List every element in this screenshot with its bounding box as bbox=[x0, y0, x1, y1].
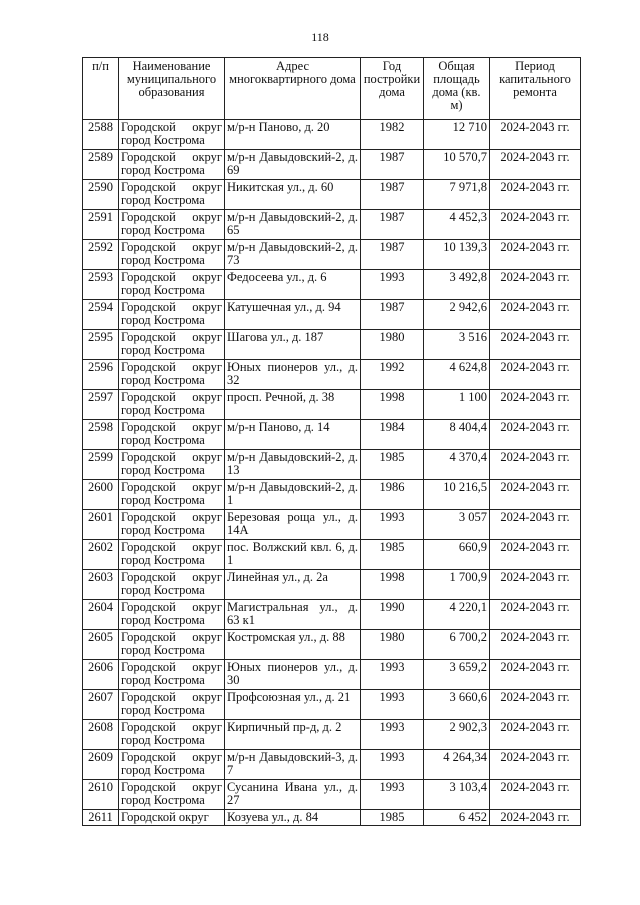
cell-municipality: Городской округ город Кострома bbox=[119, 180, 225, 210]
cell-address: Профсоюзная ул., д. 21 bbox=[225, 690, 361, 720]
cell-num: 2603 bbox=[83, 570, 119, 600]
cell-period: 2024-2043 гг. bbox=[490, 660, 581, 690]
cell-address: м/р-н Давыдовский-2, д. 1 bbox=[225, 480, 361, 510]
cell-num: 2599 bbox=[83, 450, 119, 480]
cell-municipality: Городской округ город Кострома bbox=[119, 330, 225, 360]
cell-address: м/р-н Паново, д. 14 bbox=[225, 420, 361, 450]
cell-year: 1990 bbox=[361, 600, 424, 630]
cell-year: 1980 bbox=[361, 330, 424, 360]
page-number: 118 bbox=[311, 30, 329, 44]
cell-area: 1 100 bbox=[424, 390, 490, 420]
cell-num: 2594 bbox=[83, 300, 119, 330]
cell-num: 2593 bbox=[83, 270, 119, 300]
cell-address: м/р-н Давыдовский-2, д. 65 bbox=[225, 210, 361, 240]
table-row bbox=[83, 690, 581, 720]
cell-area: 4 370,4 bbox=[424, 450, 490, 480]
cell-municipality: Городской округ город Кострома bbox=[119, 120, 225, 150]
cell-area: 4 264,34 bbox=[424, 750, 490, 780]
cell-year: 1987 bbox=[361, 300, 424, 330]
cell-period: 2024-2043 гг. bbox=[490, 150, 581, 180]
table-row bbox=[83, 570, 581, 600]
cell-year: 1987 bbox=[361, 210, 424, 240]
cell-address: м/р-н Давыдовский-3, д. 7 bbox=[225, 750, 361, 780]
cell-period: 2024-2043 гг. bbox=[490, 390, 581, 420]
header-row bbox=[83, 58, 581, 120]
cell-municipality: Городской округ город Кострома bbox=[119, 630, 225, 660]
cell-year: 1993 bbox=[361, 780, 424, 810]
cell-period: 2024-2043 гг. bbox=[490, 720, 581, 750]
header-address: Адрес многоквартирного дома bbox=[225, 58, 361, 120]
cell-num: 2592 bbox=[83, 240, 119, 270]
cell-year: 1982 bbox=[361, 120, 424, 150]
cell-period: 2024-2043 гг. bbox=[490, 300, 581, 330]
cell-area: 3 659,2 bbox=[424, 660, 490, 690]
table-row bbox=[83, 810, 581, 826]
table-row bbox=[83, 210, 581, 240]
cell-address: Березовая роща ул., д. 14А bbox=[225, 510, 361, 540]
cell-num: 2596 bbox=[83, 360, 119, 390]
cell-year: 1998 bbox=[361, 390, 424, 420]
cell-area: 8 404,4 bbox=[424, 420, 490, 450]
cell-area: 7 971,8 bbox=[424, 180, 490, 210]
cell-address: просп. Речной, д. 38 bbox=[225, 390, 361, 420]
table-row bbox=[83, 360, 581, 390]
cell-num: 2605 bbox=[83, 630, 119, 660]
housing-registry-table bbox=[82, 57, 581, 826]
table-row bbox=[83, 510, 581, 540]
cell-period: 2024-2043 гг. bbox=[490, 480, 581, 510]
cell-municipality: Городской округ город Кострома bbox=[119, 540, 225, 570]
table-row bbox=[83, 480, 581, 510]
cell-municipality: Городской округ город Кострома bbox=[119, 240, 225, 270]
cell-municipality: Городской округ город Кострома bbox=[119, 750, 225, 780]
cell-num: 2601 bbox=[83, 510, 119, 540]
cell-period: 2024-2043 гг. bbox=[490, 240, 581, 270]
cell-year: 1993 bbox=[361, 270, 424, 300]
cell-address: Юных пионеров ул., д. 30 bbox=[225, 660, 361, 690]
cell-period: 2024-2043 гг. bbox=[490, 540, 581, 570]
cell-area: 4 452,3 bbox=[424, 210, 490, 240]
cell-address: пос. Волжский квл. 6, д. 1 bbox=[225, 540, 361, 570]
cell-area: 3 057 bbox=[424, 510, 490, 540]
header-num: п/п bbox=[83, 58, 119, 120]
cell-period: 2024-2043 гг. bbox=[490, 570, 581, 600]
cell-municipality: Городской округ город Кострома bbox=[119, 480, 225, 510]
cell-num: 2595 bbox=[83, 330, 119, 360]
cell-year: 1993 bbox=[361, 690, 424, 720]
cell-municipality: Городской округ город Кострома bbox=[119, 600, 225, 630]
cell-address: Магистральная ул., д. 63 к1 bbox=[225, 600, 361, 630]
cell-area: 12 710 bbox=[424, 120, 490, 150]
cell-year: 1992 bbox=[361, 360, 424, 390]
table-row bbox=[83, 120, 581, 150]
cell-area: 6 452 bbox=[424, 810, 490, 826]
cell-period: 2024-2043 гг. bbox=[490, 330, 581, 360]
cell-year: 1993 bbox=[361, 660, 424, 690]
cell-municipality: Городской округ город Кострома bbox=[119, 210, 225, 240]
cell-period: 2024-2043 гг. bbox=[490, 780, 581, 810]
cell-municipality: Городской округ город Кострома bbox=[119, 390, 225, 420]
cell-period: 2024-2043 гг. bbox=[490, 810, 581, 826]
cell-num: 2602 bbox=[83, 540, 119, 570]
table-row bbox=[83, 300, 581, 330]
cell-area: 3 660,6 bbox=[424, 690, 490, 720]
cell-num: 2604 bbox=[83, 600, 119, 630]
cell-area: 1 700,9 bbox=[424, 570, 490, 600]
table-row bbox=[83, 600, 581, 630]
cell-year: 1993 bbox=[361, 510, 424, 540]
header-period: Период капитального ремонта bbox=[490, 58, 581, 120]
cell-address: м/р-н Паново, д. 20 bbox=[225, 120, 361, 150]
cell-area: 10 139,3 bbox=[424, 240, 490, 270]
table-row bbox=[83, 330, 581, 360]
table-row bbox=[83, 630, 581, 660]
cell-period: 2024-2043 гг. bbox=[490, 450, 581, 480]
header-year: Год постройки дома bbox=[361, 58, 424, 120]
cell-address: Шагова ул., д. 187 bbox=[225, 330, 361, 360]
cell-num: 2597 bbox=[83, 390, 119, 420]
cell-area: 3 103,4 bbox=[424, 780, 490, 810]
cell-address: Костромская ул., д. 88 bbox=[225, 630, 361, 660]
cell-municipality: Городской округ город Кострома bbox=[119, 510, 225, 540]
cell-year: 1986 bbox=[361, 480, 424, 510]
cell-period: 2024-2043 гг. bbox=[490, 690, 581, 720]
cell-num: 2590 bbox=[83, 180, 119, 210]
cell-area: 4 624,8 bbox=[424, 360, 490, 390]
cell-area: 10 216,5 bbox=[424, 480, 490, 510]
cell-address: Никитская ул., д. 60 bbox=[225, 180, 361, 210]
cell-municipality: Городской округ город Кострома bbox=[119, 570, 225, 600]
cell-municipality: Городской округ город Кострома bbox=[119, 720, 225, 750]
cell-address: Федосеева ул., д. 6 bbox=[225, 270, 361, 300]
cell-period: 2024-2043 гг. bbox=[490, 630, 581, 660]
cell-year: 1985 bbox=[361, 540, 424, 570]
cell-period: 2024-2043 гг. bbox=[490, 210, 581, 240]
cell-num: 2600 bbox=[83, 480, 119, 510]
cell-area: 6 700,2 bbox=[424, 630, 490, 660]
cell-municipality: Городской округ город Кострома bbox=[119, 150, 225, 180]
cell-period: 2024-2043 гг. bbox=[490, 600, 581, 630]
cell-period: 2024-2043 гг. bbox=[490, 750, 581, 780]
cell-num: 2598 bbox=[83, 420, 119, 450]
cell-num: 2611 bbox=[83, 810, 119, 826]
cell-num: 2589 bbox=[83, 150, 119, 180]
cell-num: 2609 bbox=[83, 750, 119, 780]
cell-address: Козуева ул., д. 84 bbox=[225, 810, 361, 826]
table-row bbox=[83, 180, 581, 210]
table-row bbox=[83, 240, 581, 270]
cell-area: 2 942,6 bbox=[424, 300, 490, 330]
cell-municipality: Городской округ город Кострома bbox=[119, 660, 225, 690]
table-row bbox=[83, 390, 581, 420]
cell-year: 1984 bbox=[361, 420, 424, 450]
cell-year: 1998 bbox=[361, 570, 424, 600]
table-row bbox=[83, 660, 581, 690]
cell-num: 2588 bbox=[83, 120, 119, 150]
header-municipality: Наименование муниципального образования bbox=[119, 58, 225, 120]
cell-municipality: Городской округ bbox=[119, 810, 225, 826]
cell-year: 1987 bbox=[361, 240, 424, 270]
cell-period: 2024-2043 гг. bbox=[490, 360, 581, 390]
cell-period: 2024-2043 гг. bbox=[490, 510, 581, 540]
table-row bbox=[83, 750, 581, 780]
cell-period: 2024-2043 гг. bbox=[490, 180, 581, 210]
cell-address: м/р-н Давыдовский-2, д. 73 bbox=[225, 240, 361, 270]
cell-year: 1987 bbox=[361, 180, 424, 210]
cell-area: 3 492,8 bbox=[424, 270, 490, 300]
cell-num: 2608 bbox=[83, 720, 119, 750]
table-header bbox=[83, 58, 581, 120]
header-area: Общая площадь дома (кв. м) bbox=[424, 58, 490, 120]
cell-year: 1987 bbox=[361, 150, 424, 180]
cell-municipality: Городской округ город Кострома bbox=[119, 360, 225, 390]
cell-area: 3 516 bbox=[424, 330, 490, 360]
cell-address: Сусанина Ивана ул., д. 27 bbox=[225, 780, 361, 810]
table-row bbox=[83, 270, 581, 300]
cell-address: м/р-н Давыдовский-2, д. 69 bbox=[225, 150, 361, 180]
cell-area: 660,9 bbox=[424, 540, 490, 570]
cell-address: Юных пионеров ул., д. 32 bbox=[225, 360, 361, 390]
cell-address: Линейная ул., д. 2а bbox=[225, 570, 361, 600]
cell-year: 1985 bbox=[361, 810, 424, 826]
cell-address: м/р-н Давыдовский-2, д. 13 bbox=[225, 450, 361, 480]
cell-year: 1993 bbox=[361, 720, 424, 750]
cell-year: 1993 bbox=[361, 750, 424, 780]
table-row bbox=[83, 780, 581, 810]
table-row bbox=[83, 420, 581, 450]
cell-address: Кирпичный пр-д, д. 2 bbox=[225, 720, 361, 750]
cell-municipality: Городской округ город Кострома bbox=[119, 690, 225, 720]
cell-address: Катушечная ул., д. 94 bbox=[225, 300, 361, 330]
table-row bbox=[83, 150, 581, 180]
cell-period: 2024-2043 гг. bbox=[490, 420, 581, 450]
cell-municipality: Городской округ город Кострома bbox=[119, 780, 225, 810]
cell-area: 10 570,7 bbox=[424, 150, 490, 180]
cell-year: 1985 bbox=[361, 450, 424, 480]
table-row bbox=[83, 720, 581, 750]
cell-num: 2591 bbox=[83, 210, 119, 240]
cell-municipality: Городской округ город Кострома bbox=[119, 420, 225, 450]
cell-num: 2610 bbox=[83, 780, 119, 810]
cell-area: 4 220,1 bbox=[424, 600, 490, 630]
cell-municipality: Городской округ город Кострома bbox=[119, 270, 225, 300]
table-row bbox=[83, 450, 581, 480]
cell-num: 2607 bbox=[83, 690, 119, 720]
cell-period: 2024-2043 гг. bbox=[490, 270, 581, 300]
cell-municipality: Городской округ город Кострома bbox=[119, 300, 225, 330]
cell-municipality: Городской округ город Кострома bbox=[119, 450, 225, 480]
table-row bbox=[83, 540, 581, 570]
cell-num: 2606 bbox=[83, 660, 119, 690]
table-body bbox=[83, 120, 581, 826]
cell-period: 2024-2043 гг. bbox=[490, 120, 581, 150]
cell-area: 2 902,3 bbox=[424, 720, 490, 750]
cell-year: 1980 bbox=[361, 630, 424, 660]
